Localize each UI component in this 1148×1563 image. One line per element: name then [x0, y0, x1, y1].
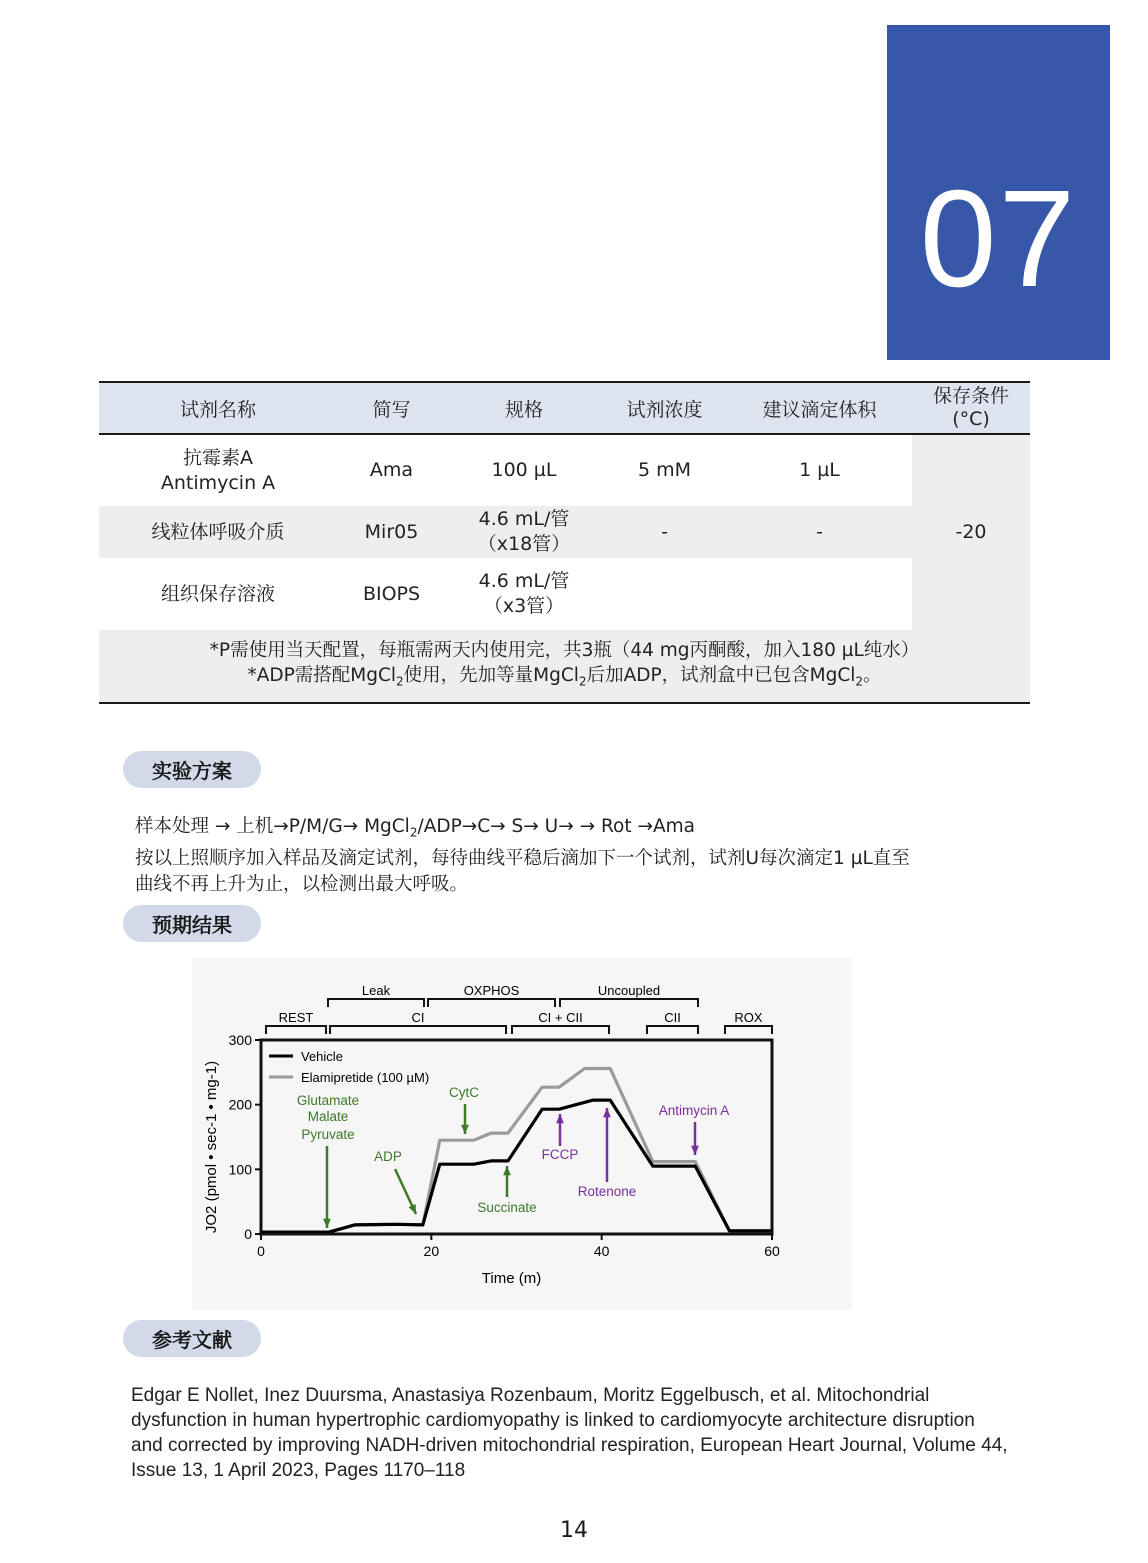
reagent-name-en: Antimycin A [160, 471, 276, 494]
reagent-conc: 5 mM [637, 459, 692, 481]
storage-temp: -20 [912, 434, 1030, 630]
phase-oxphos-bracket [428, 999, 555, 1007]
col-header-storage-line1: 保存条件 [932, 385, 1009, 407]
protocol-text [135, 814, 1025, 898]
phase-leak-bracket [328, 999, 424, 1007]
respiration-chart [192, 958, 852, 1310]
annotation-pyruvate: Pyruvate [301, 1127, 355, 1142]
reagent-name-cell [99, 558, 337, 630]
reagent-spec-line1: 4.6 mL/管 [478, 508, 570, 530]
y-tick-label: 0 [244, 1226, 252, 1242]
protocol-part: 样本处理 → 上机→P/M/G→ MgCl [135, 816, 410, 837]
y-axis-label: JO2 (pmol • sec-1 • mg-1) [203, 1060, 220, 1234]
phase-rox-label: ROX [734, 1010, 763, 1025]
annotation-antimycin: Antimycin A [658, 1103, 730, 1118]
note2-sub: 2 [578, 674, 587, 689]
protocol-line-2: 按以上照顺序加入样品及滴定试剂，每待曲线平稳后滴加下一个试剂，试剂U每次滴定1 µL直至 [135, 847, 910, 869]
table-row [99, 558, 1030, 630]
protocol-part: /ADP→C→ S→ U→ → Rot →Ama [417, 816, 695, 837]
phase-rest-label: REST [278, 1010, 314, 1025]
chapter-banner [887, 25, 1110, 360]
table-notes [99, 630, 1030, 703]
reagent-spec-line1: 4.6 mL/管 [478, 570, 570, 592]
phase-leak-label: Leak [361, 983, 391, 998]
col-header-volume: 建议滴定体积 [727, 382, 912, 434]
cytc-arrowhead [461, 1125, 469, 1134]
annotation-malate: Malate [307, 1109, 349, 1124]
reagent-name-cell [99, 434, 337, 506]
reagent-spec [446, 506, 602, 558]
chapter-number: 07 [919, 162, 1078, 316]
protocol-line-1 [135, 814, 1025, 846]
note-line-2 [103, 663, 1026, 695]
note-line-1: *P需使用当天配置，每瓶需两天内使用完，共3瓶（44 mg丙酮酸，加入180 µL纯水） [209, 639, 920, 661]
x-tick-label: 60 [764, 1243, 780, 1259]
annotation-glutamate: Glutamate [296, 1093, 360, 1108]
annotation-fccp: FCCP [541, 1147, 579, 1162]
note2-part: 。 [863, 664, 882, 686]
reagent-volume: 1 µL [799, 459, 840, 481]
x-tick-label: 0 [257, 1243, 265, 1259]
table-notes-row [99, 630, 1030, 703]
table-row [99, 434, 1030, 506]
fccp-arrowhead [556, 1114, 564, 1123]
col-header-storage [912, 382, 1030, 434]
reagent-abbr: BIOPS [362, 582, 421, 605]
phase-uncoupled-label: Uncoupled [597, 983, 661, 998]
col-header-abbr: 简写 [337, 382, 446, 434]
section-label-references: 参考文献 [123, 1320, 261, 1357]
reagent-volume [727, 558, 912, 630]
col-header-name: 试剂名称 [99, 382, 337, 434]
phase-rest-bracket [266, 1026, 326, 1034]
reagent-abbr: Ama [369, 459, 414, 481]
legend-label: Elamipretide (100 µM) [301, 1070, 430, 1085]
reference-text: Edgar E Nollet, Inez Duursma, Anastasiya Rozenbaum, Moritz Eggelbusch, et al. Mitochondrial dysfunction in human hypertrophic cardiomyopathy is linked to cardiomyocyte architecture disruption and corrected by improving NADH-driven mitochondrial respiration, European Heart Journal, Volume 44, Issue 13, 1 April 2023, Pages 1170–118 [131, 1385, 1008, 1481]
phase-ci-label: CI [411, 1010, 425, 1025]
col-header-spec: 规格 [446, 382, 602, 434]
y-tick-label: 200 [228, 1096, 252, 1113]
annotation-adp: ADP [374, 1149, 402, 1164]
chart-svg [192, 958, 852, 1310]
reagent-spec-line2: （x3管） [483, 595, 565, 617]
reagent-spec [446, 558, 602, 630]
note2-part: 后加ADP，试剂盒中已包含MgCl [586, 664, 856, 686]
reagent-abbr: Mir05 [337, 506, 446, 558]
phase-ci-bracket [330, 1026, 506, 1034]
phase-oxphos-label: OXPHOS [463, 983, 520, 998]
reagent-name-cn: 组织保存溶液 [160, 582, 275, 605]
phase-ci-cii-bracket [512, 1026, 609, 1034]
x-tick-label: 40 [593, 1243, 610, 1259]
note2-part: 使用，先加等量MgCl [403, 664, 579, 686]
reagent-name-cn: 线粒体呼吸介质 [151, 520, 285, 543]
table-row [99, 506, 1030, 558]
protocol-sub: 2 [409, 825, 418, 840]
reagent-name-cn: 抗霉素A [183, 446, 253, 469]
x-tick-label: 20 [423, 1243, 440, 1259]
annotation-rotenone: Rotenone [577, 1184, 637, 1199]
y-tick-label: 300 [228, 1032, 252, 1048]
reagent-conc [602, 558, 727, 630]
phase-rox-bracket [725, 1026, 772, 1034]
phase-uncoupled-bracket [560, 999, 698, 1007]
x-axis-label: Time (m) [481, 1270, 542, 1287]
reagent-name-cell [99, 506, 337, 558]
reagent-table [99, 381, 1030, 704]
note2-sub: 2 [396, 674, 404, 689]
annotation-succinate: Succinate [477, 1200, 537, 1215]
col-header-conc: 试剂浓度 [602, 382, 727, 434]
section-label-protocol: 实验方案 [123, 751, 261, 788]
reagent-spec: 100 µL [491, 459, 557, 481]
phase-cii-label: CII [664, 1010, 681, 1025]
succinate-arrowhead [503, 1166, 511, 1175]
antimycin-arrowhead [691, 1146, 699, 1155]
reagent-conc: - [602, 506, 727, 558]
table-header-row [99, 382, 1030, 434]
reagent-spec-line2: （x18管） [477, 533, 571, 555]
page-number: 14 [560, 1518, 588, 1543]
annotation-cytc: CytC [449, 1085, 479, 1100]
reagent-volume: - [727, 506, 912, 558]
y-tick-label: 100 [228, 1161, 252, 1178]
col-header-storage-line2: (°C) [952, 408, 990, 430]
section-label-results: 预期结果 [123, 905, 261, 942]
phase-ci-cii-label: CI + CII [538, 1010, 583, 1025]
phase-cii-bracket [647, 1026, 698, 1034]
glutamate-arrowhead [323, 1219, 331, 1228]
note2-sub: 2 [855, 674, 864, 689]
rotenone-arrowhead [603, 1108, 611, 1117]
protocol-line-3: 曲线不再上升为止，以检测出最大呼吸。 [135, 873, 469, 895]
legend-label: Vehicle [301, 1049, 343, 1064]
note2-part: *ADP需搭配MgCl [247, 664, 397, 686]
